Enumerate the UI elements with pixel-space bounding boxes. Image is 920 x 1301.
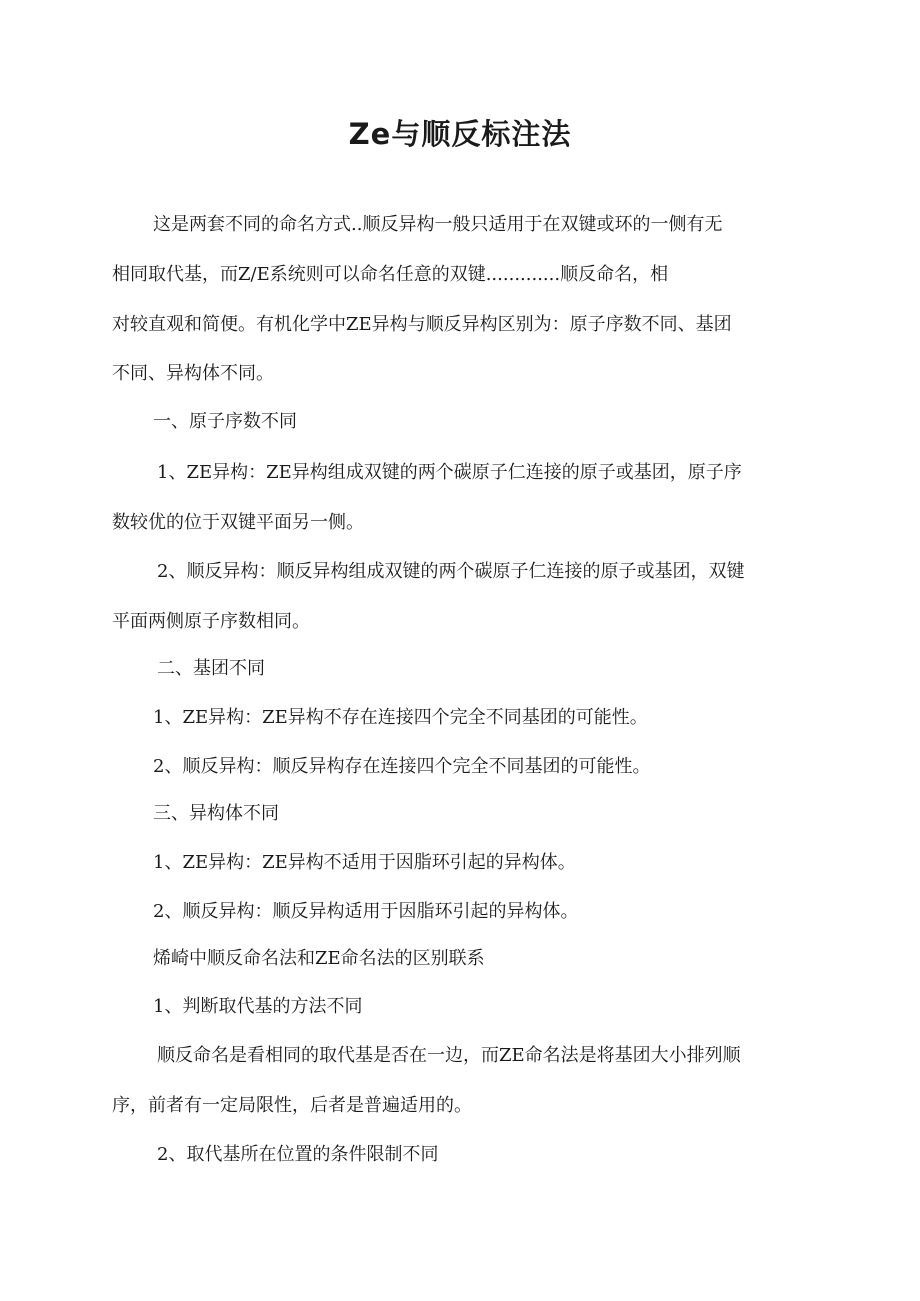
paragraph-line: 数较优的位于双键平面另一侧。 — [112, 512, 364, 533]
paragraph-line: 2、取代基所在位置的条件限制不同 — [157, 1144, 439, 1165]
section-heading: 一、原子序数不同 — [153, 411, 297, 432]
paragraph-line: 不同、异构体不同。 — [112, 363, 274, 384]
paragraph-line: 2、顺反异构：顺反异构组成双键的两个碳原子仁连接的原子或基团，双键 — [157, 561, 745, 582]
paragraph-line: 1、ZE异构：ZE异构组成双键的两个碳原子仁连接的原子或基团，原子序 — [157, 462, 742, 483]
section-heading: 二、基团不同 — [157, 658, 265, 679]
paragraph-line: 序，前者有一定局限性，后者是普遍适用的。 — [112, 1095, 472, 1116]
section-heading: 烯崎中顺反命名法和ZE命名法的区别联系 — [153, 948, 485, 969]
paragraph-line: 2、顺反异构：顺反异构适用于因脂环引起的异构体。 — [153, 901, 579, 922]
paragraph-line: 2、顺反异构：顺反异构存在连接四个完全不同基团的可能性。 — [153, 756, 651, 777]
paragraph-line: 相同取代基，而Z/E系统则可以命名任意的双键.............顺反命名，相 — [112, 264, 669, 285]
paragraph-line: 1、ZE异构：ZE异构不适用于因脂环引起的异构体。 — [153, 852, 576, 873]
document-title: Ze与顺反标注法 — [348, 117, 572, 151]
paragraph-line: 1、ZE异构：ZE异构不存在连接四个完全不同基团的可能性。 — [153, 707, 648, 728]
section-heading: 三、异构体不同 — [153, 803, 279, 824]
paragraph-line: 平面两侧原子序数相同。 — [112, 611, 310, 632]
paragraph-line: 这是两套不同的命名方式..顺反异构一般只适用于在双键或环的一侧有无 — [153, 214, 723, 235]
paragraph-line: 1、判断取代基的方法不同 — [153, 996, 363, 1017]
paragraph-line: 对较直观和简便。有机化学中ZE异构与顺反异构区别为：原子序数不同、基团 — [112, 314, 732, 335]
paragraph-line: 顺反命名是看相同的取代基是否在一边，而ZE命名法是将基团大小排列顺 — [157, 1045, 741, 1066]
